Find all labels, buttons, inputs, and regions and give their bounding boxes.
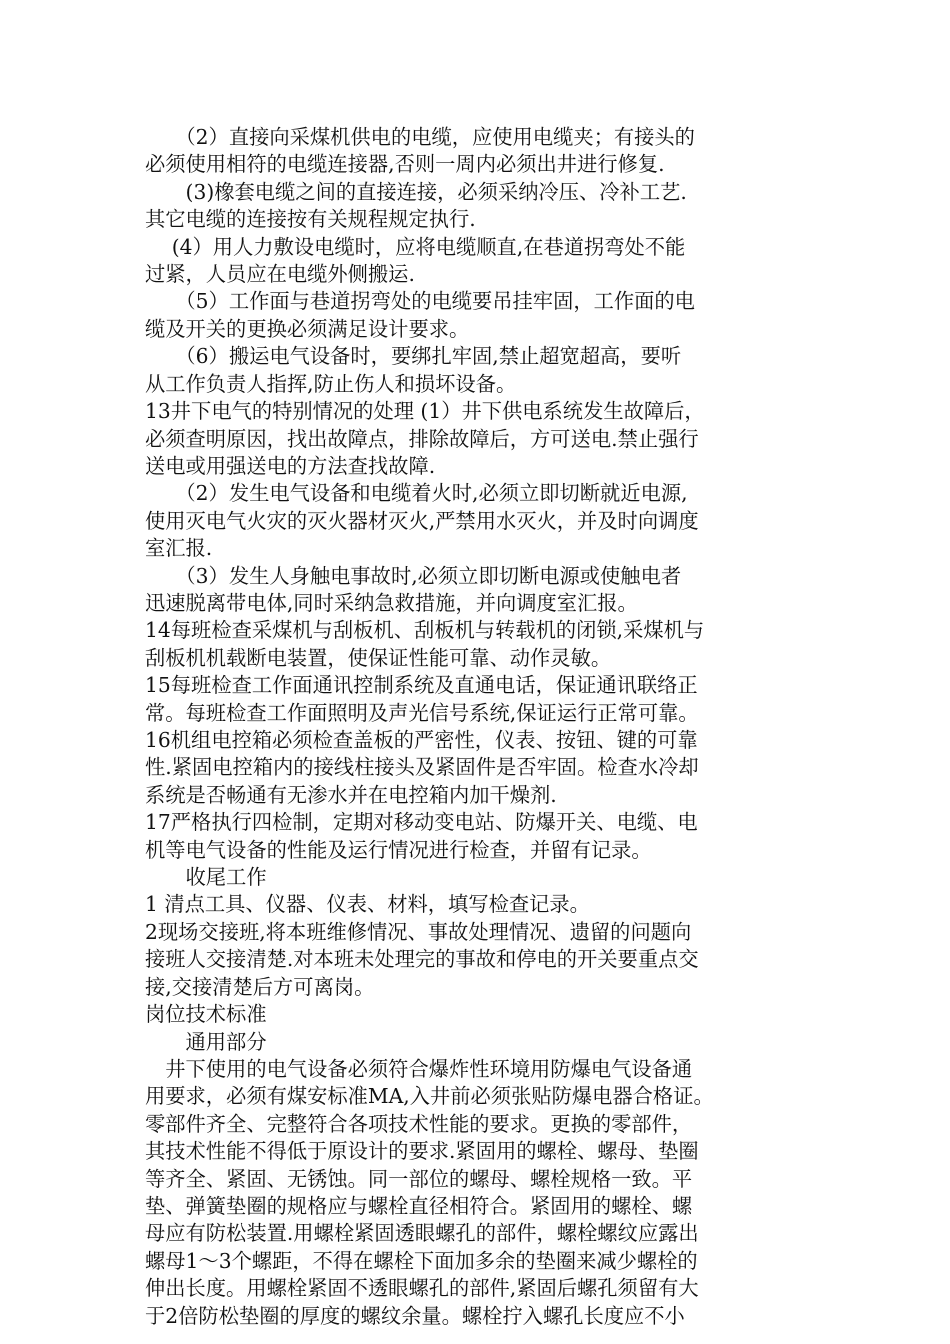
text-line: （5）工作面与巷道拐弯处的电缆要吊挂牢固，工作面的电 <box>145 289 695 314</box>
text-line: 机等电气设备的性能及运行情况进行检查，并留有记录。 <box>145 837 652 862</box>
section-heading: 岗位技术标准 <box>145 1002 267 1027</box>
text-line: 使用灭电气火灾的灭火器材灭火,严禁用水灭火，并及时向调度 <box>145 508 699 533</box>
text-line: （2）直接向采煤机供电的电缆，应使用电缆夹；有接头的 <box>145 125 695 149</box>
text-line: 迅速脱离带电体,同时采纳急救措施，并向调度室汇报。 <box>145 590 638 615</box>
text-line: 零部件齐全、完整符合各项技术性能的要求。更换的零部件， <box>145 1111 693 1136</box>
text-line: 缆及开关的更换必须满足设计要求。 <box>145 316 470 341</box>
text-line: (4）用人力敷设电缆时，应将电缆顺直,在巷道拐弯处不能 <box>145 234 686 259</box>
text-line: （2）发生电气设备和电缆着火时,必须立即切断就近电源, <box>145 481 688 506</box>
text-line: 伸出长度。用螺栓紧固不透眼螺孔的部件,紧固后螺孔须留有大 <box>145 1276 699 1301</box>
text-line: 接班人交接清楚.对本班未处理完的事故和停电的开关要重点交 <box>145 947 699 972</box>
text-line: 过紧，人员应在电缆外侧搬运. <box>145 262 415 287</box>
text-line: 接,交接清楚后方可离岗。 <box>145 974 375 999</box>
text-line: 13井下电气的特别情况的处理 (1）井下供电系统发生故障后， <box>145 399 705 424</box>
text-line: （3）发生人身触电事故时,必须立即切断电源或使触电者 <box>145 563 682 588</box>
text-line: 14每班检查采煤机与刮板机、刮板机与转载机的闭锁,采煤机与 <box>145 618 705 643</box>
text-line: 送电或用强送电的方法查找故障. <box>145 453 436 478</box>
section-heading: 通用部分 <box>145 1029 267 1054</box>
text-line: 于2倍防松垫圈的厚度的螺纹余量。螺栓拧入螺孔长度应不小 <box>145 1303 685 1328</box>
text-line: 螺母1～3个螺距，不得在螺栓下面加多余的垫圈来减少螺栓的 <box>145 1248 698 1273</box>
text-line: 常。每班检查工作面照明及声光信号系统,保证运行正常可靠。 <box>145 700 699 725</box>
text-line: 井下使用的电气设备必须符合爆炸性环境用防爆电气设备通 <box>145 1056 693 1081</box>
text-line: 2现场交接班,将本班维修情况、事故处理情况、遗留的问题向 <box>145 919 692 944</box>
text-line: 其它电缆的连接按有关规程规定执行. <box>145 207 476 232</box>
text-line: 1 清点工具、仪器、仪表、材料，填写检查记录。 <box>145 892 590 917</box>
text-line: 必须使用相符的电缆连接器,否则一周内必须出井进行修复. <box>145 152 665 177</box>
text-line: 从工作负责人指挥,防止伤人和损坏设备。 <box>145 371 517 396</box>
text-line: 16机组电控箱必须检查盖板的严密性，仪表、按钮、键的可靠 <box>145 728 698 752</box>
text-line: 母应有防松装置.用螺栓紧固透眼螺孔的部件，螺栓螺纹应露出 <box>145 1221 699 1246</box>
text-line: （6）搬运电气设备时，要绑扎牢固,禁止超宽超高，要听 <box>145 344 682 369</box>
text-line: 室汇报. <box>145 536 213 561</box>
text-line: 垫、弹簧垫圈的规格应与螺栓直径相符合。紧固用的螺栓、螺 <box>145 1193 693 1218</box>
text-line: 系统是否畅通有无渗水并在电控箱内加干燥剂. <box>145 782 557 807</box>
text-line: 其技术性能不得低于原设计的要求.紧固用的螺栓、螺母、垫圈 <box>145 1139 699 1164</box>
text-line: 15每班检查工作面通讯控制系统及直通电话，保证通讯联络正 <box>145 673 698 698</box>
section-heading: 收尾工作 <box>145 865 267 890</box>
text-line: 用要求，必须有煤安标准MA,入井前必须张贴防爆电器合格证。 <box>145 1084 714 1109</box>
text-line: 17严格执行四检制，定期对移动变电站、防爆开关、电缆、电 <box>145 810 698 835</box>
text-line: 等齐全、紧固、无锈蚀。同一部位的螺母、螺栓规格一致。平 <box>145 1166 693 1191</box>
text-line: 必须查明原因，找出故障点，排除故障后，方可送电.禁止强行 <box>145 426 699 451</box>
text-line: 性.紧固电控箱内的接线柱接头及紧固件是否牢固。检查水冷却 <box>145 755 699 780</box>
text-line: 刮板机机载断电装置，使保证性能可靠、动作灵敏。 <box>145 645 612 670</box>
text-line: (3)橡套电缆之间的直接连接，必须采纳冷压、冷补工艺. <box>145 179 687 204</box>
